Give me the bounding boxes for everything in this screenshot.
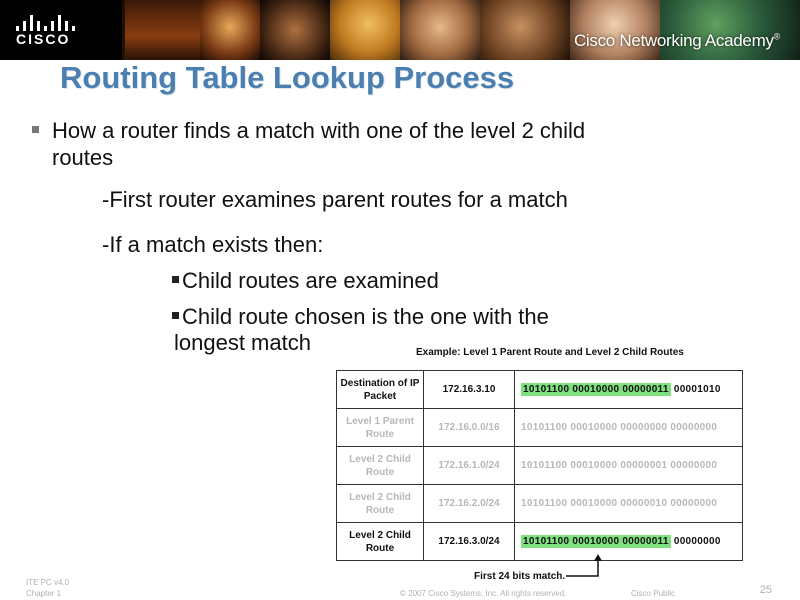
matched-bits: 10101100 00010000 00000011 [523, 384, 669, 395]
route-address-cell: 172.16.0.0/16 [424, 409, 515, 447]
banner-photo-strip [330, 0, 400, 60]
header-banner [0, 0, 800, 60]
banner-photo-strip [260, 0, 330, 60]
route-bits-cell [515, 447, 743, 485]
cisco-logo [0, 0, 122, 60]
match-note: First 24 bits match. [474, 571, 566, 582]
host-bits: 00000000 [670, 498, 718, 509]
table-caption: Example: Level 1 Parent Route and Level 2 Child Routes [416, 347, 684, 358]
sub-bullet-2-text: Child route chosen is the one with the [182, 304, 549, 329]
sub-bullet-marker-icon [172, 276, 179, 283]
step-second: -If a match exists then: [102, 232, 324, 257]
academy-trademark: ® [773, 31, 780, 42]
table-row [337, 371, 743, 409]
footer-copyright: © 2007 Cisco Systems, Inc. All rights reserved. [400, 589, 567, 598]
banner-photo-strip [400, 0, 480, 60]
sub-bullet-1-text: Child routes are examined [182, 268, 439, 293]
table-row [337, 409, 743, 447]
banner-photo-strip [200, 0, 260, 60]
routing-table [336, 370, 743, 561]
host-bits: 00000000 [673, 536, 721, 547]
route-label-cell: Level 2 Child Route [337, 523, 424, 561]
sub-bullet-2 [172, 304, 549, 330]
route-address-cell: 172.16.3.10 [424, 371, 515, 409]
banner-photo-strip [570, 0, 660, 60]
sub-bullet-marker-icon [172, 312, 179, 319]
banner-photo-strip [125, 0, 200, 60]
step-first: -First router examines parent routes for a match [102, 187, 568, 212]
table-row [337, 485, 743, 523]
route-label-cell: Level 2 Child Route [337, 447, 424, 485]
bullet-line-2: routes [52, 145, 114, 170]
footer-classification: Cisco Public [631, 589, 676, 598]
route-bits-cell [515, 409, 743, 447]
route-address-cell: 172.16.3.0/24 [424, 523, 515, 561]
route-bits-cell [515, 485, 743, 523]
academy-text: Cisco Networking Academy [573, 31, 774, 50]
banner-photo-strip [660, 0, 800, 60]
page-number: 25 [759, 584, 772, 596]
arrow-icon [560, 552, 604, 578]
sub-bullet-2-continuation: longest match [174, 330, 311, 355]
matched-bits: 10101100 00010000 00000011 [523, 536, 669, 547]
route-label-cell: Destination of IP Packet [337, 371, 424, 409]
prefix-bits: 10101100 00010000 00000000 [521, 422, 668, 433]
academy-name [574, 31, 780, 51]
cisco-bridge-icon [16, 13, 74, 31]
cisco-wordmark: CISCO [16, 31, 71, 47]
route-address-cell: 172.16.1.0/24 [424, 447, 515, 485]
bullet-line-1: How a router finds a match with one of the level 2 child [52, 118, 586, 143]
prefix-bits: 10101100 00010000 00000010 [521, 498, 668, 509]
bullet-marker-icon [32, 126, 39, 133]
table-row [337, 523, 743, 561]
slide-title: Routing Table Lookup Process [60, 60, 515, 95]
sub-bullet-1 [172, 268, 439, 294]
banner-photo-strip [480, 0, 570, 60]
host-bits: 00000000 [670, 422, 718, 433]
prefix-bits: 10101100 00010000 00000001 [521, 460, 668, 471]
footer-course: ITE PC v4.0 [26, 578, 70, 587]
route-bits-cell [515, 371, 743, 409]
footer-chapter: Chapter 1 [26, 589, 62, 598]
route-label-cell: Level 2 Child Route [337, 485, 424, 523]
route-bits-cell [515, 523, 743, 561]
host-bits: 00001010 [673, 384, 721, 395]
route-label-cell: Level 1 Parent Route [337, 409, 424, 447]
table-row [337, 447, 743, 485]
host-bits: 00000000 [670, 460, 718, 471]
route-address-cell: 172.16.2.0/24 [424, 485, 515, 523]
